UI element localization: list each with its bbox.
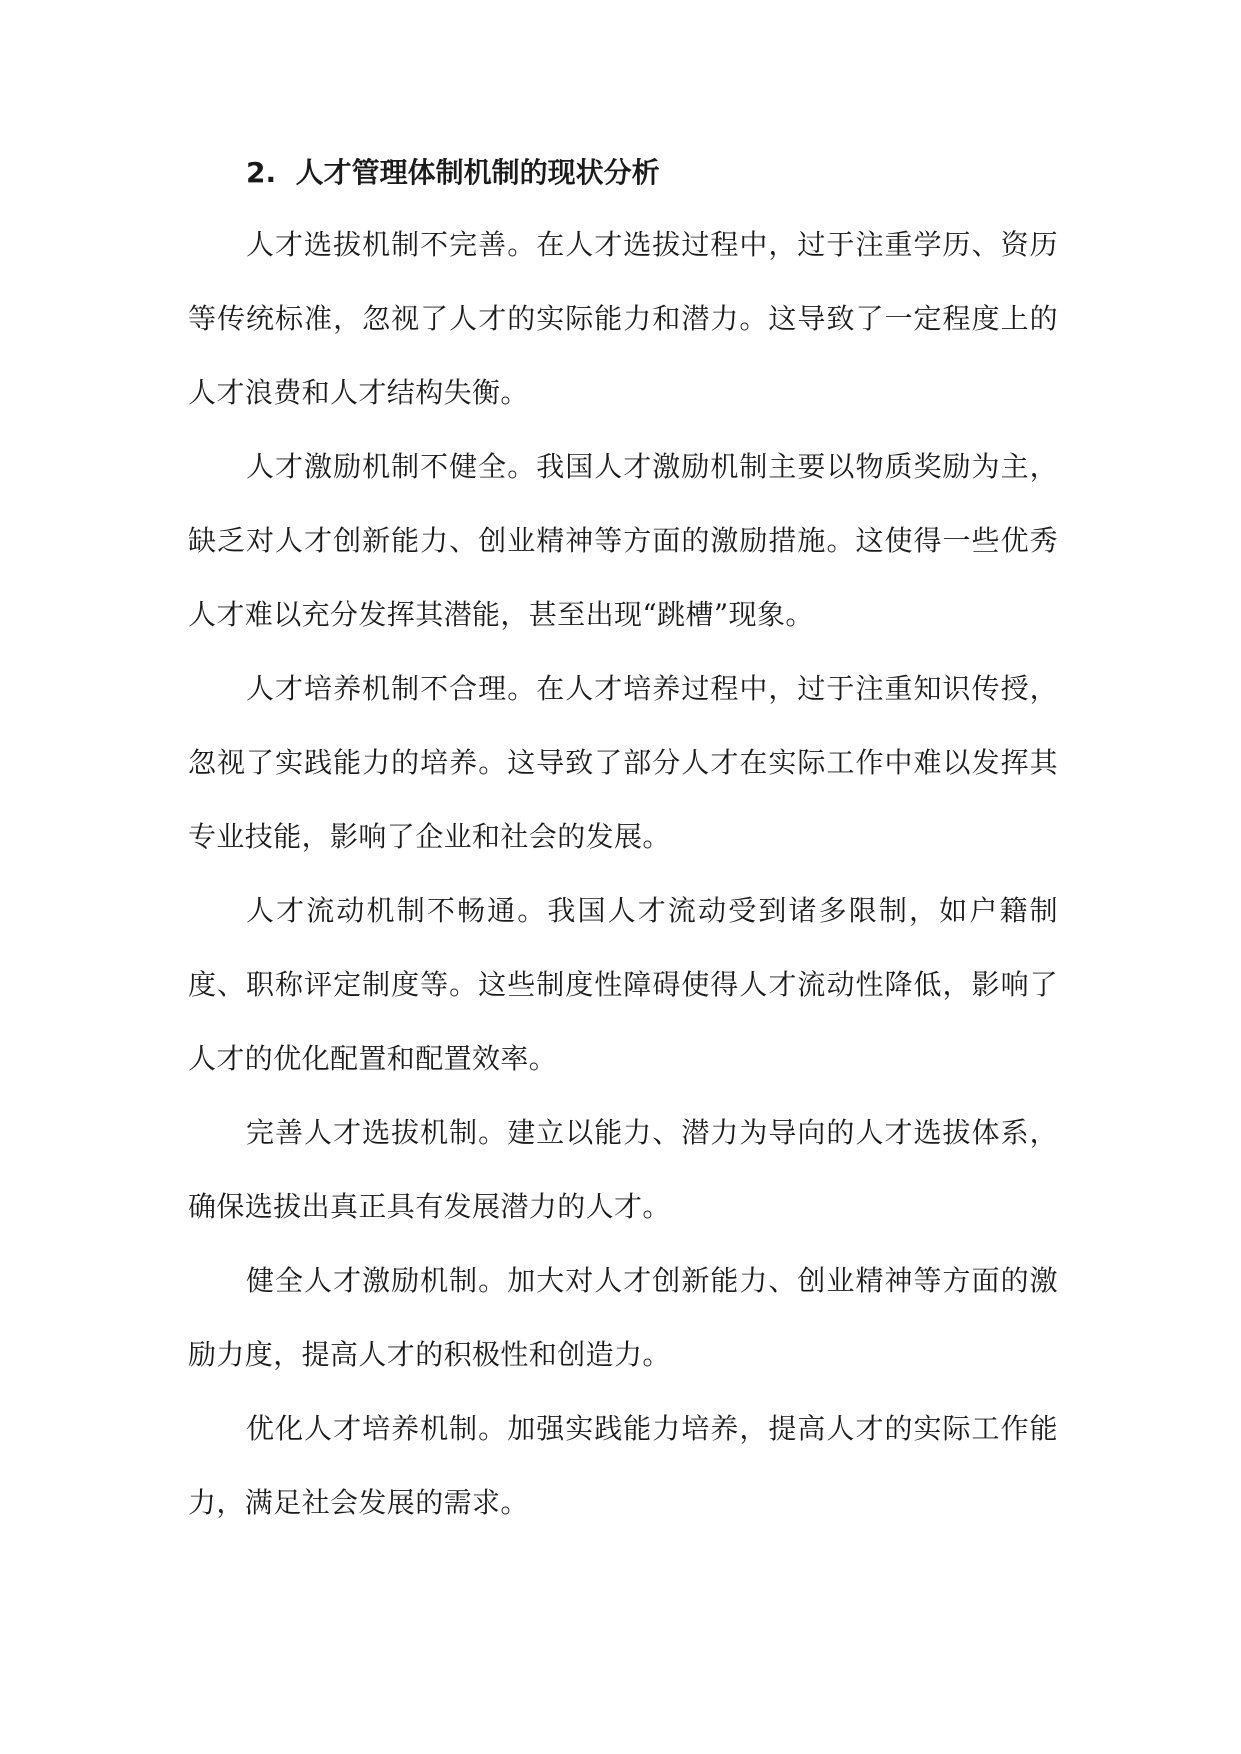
paragraph-talent-incentive: 人才激励机制不健全。我国人才激励机制主要以物质奖励为主，缺乏对人才创新能力、创业精神等方面的激励措施。这使得一些优秀人才难以充分发挥其潜能，甚至出现“跳槽”现象。 — [188, 450, 1058, 631]
section-heading — [246, 138, 1058, 208]
section-number: 2. — [246, 156, 277, 189]
document-body — [188, 138, 1058, 1540]
paragraph-talent-selection: 人才选拔机制不完善。在人才选拔过程中，过于注重学历、资历等传统标准，忽视了人才的实际能力和潜力。这导致了一定程度上的人才浪费和人才结构失衡。 — [188, 228, 1058, 409]
section-title: 人才管理体制机制的现状分析 — [295, 156, 660, 189]
paragraph-optimize-training: 优化人才培养机制。加强实践能力培养，提高人才的实际工作能力，满足社会发展的需求。 — [188, 1412, 1058, 1519]
paragraph-talent-mobility: 人才流动机制不畅通。我国人才流动受到诸多限制，如户籍制度、职称评定制度等。这些制度性障碍使得人才流动性降低，影响了人才的优化配置和配置效率。 — [188, 894, 1058, 1075]
paragraph-improve-selection: 完善人才选拔机制。建立以能力、潜力为导向的人才选拔体系，确保选拔出真正具有发展潜力的人才。 — [188, 1116, 1058, 1223]
paragraph-talent-training: 人才培养机制不合理。在人才培养过程中，过于注重知识传授，忽视了实践能力的培养。这导致了部分人才在实际工作中难以发挥其专业技能，影响了企业和社会的发展。 — [188, 672, 1058, 853]
paragraph-improve-incentive: 健全人才激励机制。加大对人才创新能力、创业精神等方面的激励力度，提高人才的积极性和创造力。 — [188, 1264, 1058, 1371]
